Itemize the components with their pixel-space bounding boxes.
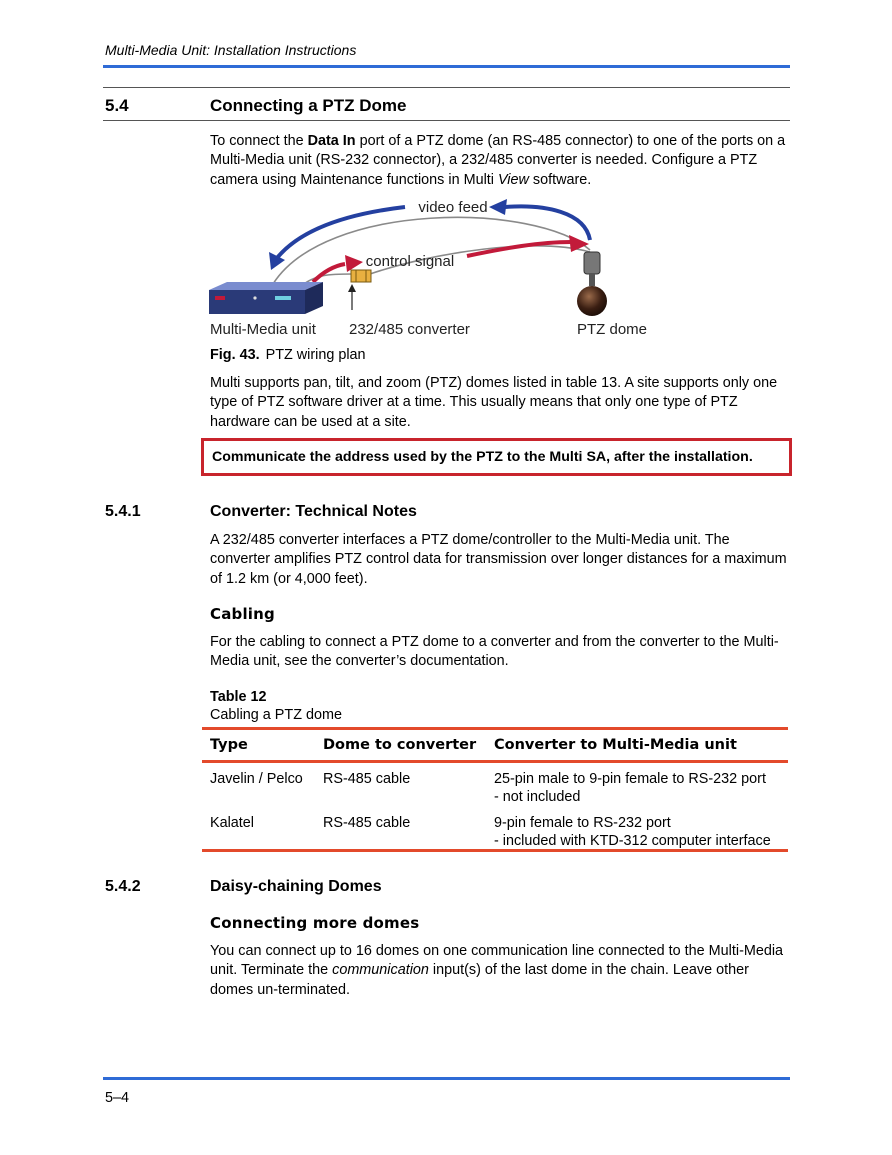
communication-term: communication bbox=[332, 962, 429, 979]
converter-icon bbox=[351, 270, 371, 282]
table-label bbox=[210, 688, 342, 724]
table-caption: Cabling a PTZ dome bbox=[210, 707, 342, 723]
subsection2-title: Daisy-chaining Domes bbox=[210, 878, 382, 895]
daisy-chain-paragraph: You can connect up to 16 domes on one communication line connected to the Multi-Media unit. Terminate the communication input(s) of the last dome in the chain. Leave other domes un-terminated. bbox=[210, 943, 784, 998]
converter-label: 232/485 converter bbox=[349, 321, 470, 338]
table-header-type: Type bbox=[210, 737, 248, 753]
table-row bbox=[202, 763, 788, 807]
notice-box: Communicate the address used by the PTZ to the Multi SA, after the installation. bbox=[201, 438, 792, 476]
multi-media-unit-icon bbox=[209, 282, 323, 314]
table-header-row bbox=[202, 730, 788, 760]
table-cell: RS-485 cable bbox=[323, 815, 411, 831]
figure-number: Fig. 43. bbox=[210, 347, 260, 363]
video-feed-arrow bbox=[505, 206, 590, 240]
section-title: Connecting a PTZ Dome bbox=[210, 96, 407, 115]
subsection-title: Converter: Technical Notes bbox=[210, 503, 417, 520]
table-number: Table 12 bbox=[210, 689, 267, 705]
cabling-table bbox=[202, 727, 788, 852]
video-feed-label: video feed bbox=[418, 199, 488, 216]
table-header-converter-to-unit: Converter to Multi-Media unit bbox=[494, 737, 737, 753]
control-signal-arrow-1 bbox=[313, 264, 345, 282]
table-row bbox=[202, 807, 788, 849]
table-cell: RS-485 cable bbox=[323, 771, 411, 787]
table-cell: 9-pin female to RS-232 port bbox=[494, 815, 671, 831]
subsection-number: 5.4.1 bbox=[105, 503, 141, 520]
subsection2-number: 5.4.2 bbox=[105, 878, 141, 895]
video-feed-arrow-left bbox=[277, 207, 405, 258]
table-cell: Javelin / Pelco bbox=[210, 771, 303, 787]
footer-rule bbox=[103, 1077, 790, 1080]
page-number: 5–4 bbox=[105, 1090, 130, 1106]
support-paragraph: Multi supports pan, tilt, and zoom (PTZ) domes listed in table 13. A site supports only one type of PTZ software driver at a time. This usually means that only one type of PTZ hardware can be used at a site. bbox=[210, 375, 778, 430]
header-rule bbox=[103, 65, 790, 68]
cabling-heading: Cabling bbox=[210, 605, 275, 623]
converter-paragraph: A 232/485 converter interfaces a PTZ dome/controller to the Multi-Media unit. The converter amplifies PTZ control data for transmission over longer distances for a maximum of 1.2 km (or 4,000 feet). bbox=[210, 532, 787, 587]
control-signal-label: control signal bbox=[365, 253, 455, 270]
running-header: Multi-Media Unit: Installation Instructions bbox=[105, 42, 357, 58]
section-top-rule bbox=[103, 87, 790, 88]
intro-paragraph: To connect the Data In port of a PTZ dome (an RS-485 connector) to one of the ports on a Multi-Media unit (RS-232 connector), a 232/485 converter is needed. Configure a PTZ camera using Maintenance functions in Multi View software. bbox=[210, 133, 786, 188]
table-cell: 25-pin male to 9-pin female to RS-232 port bbox=[494, 771, 766, 787]
figure-caption-text: PTZ wiring plan bbox=[265, 347, 366, 363]
ptz-dome-icon bbox=[577, 252, 607, 316]
ptz-wiring-diagram bbox=[205, 192, 655, 342]
ptz-dome-label: PTZ dome bbox=[577, 321, 648, 338]
table-cell: Kalatel bbox=[210, 815, 255, 831]
connecting-more-domes-heading: Connecting more domes bbox=[210, 914, 420, 932]
table-header-dome-to-converter: Dome to converter bbox=[323, 737, 477, 753]
view-term: View bbox=[497, 171, 529, 188]
cabling-paragraph: For the cabling to connect a PTZ dome to a converter and from the converter to the Multi-Media unit, see the converter’s documentation. bbox=[210, 634, 779, 670]
section-bottom-rule bbox=[103, 120, 790, 121]
figure-caption bbox=[210, 347, 366, 363]
section-number: 5.4 bbox=[105, 96, 129, 115]
table-cell-note: - included with KTD-312 computer interface bbox=[494, 833, 771, 849]
multi-media-unit-label: Multi-Media unit bbox=[210, 321, 316, 338]
data-in-term: Data In bbox=[307, 133, 356, 149]
table-cell-note: - not included bbox=[494, 789, 581, 805]
